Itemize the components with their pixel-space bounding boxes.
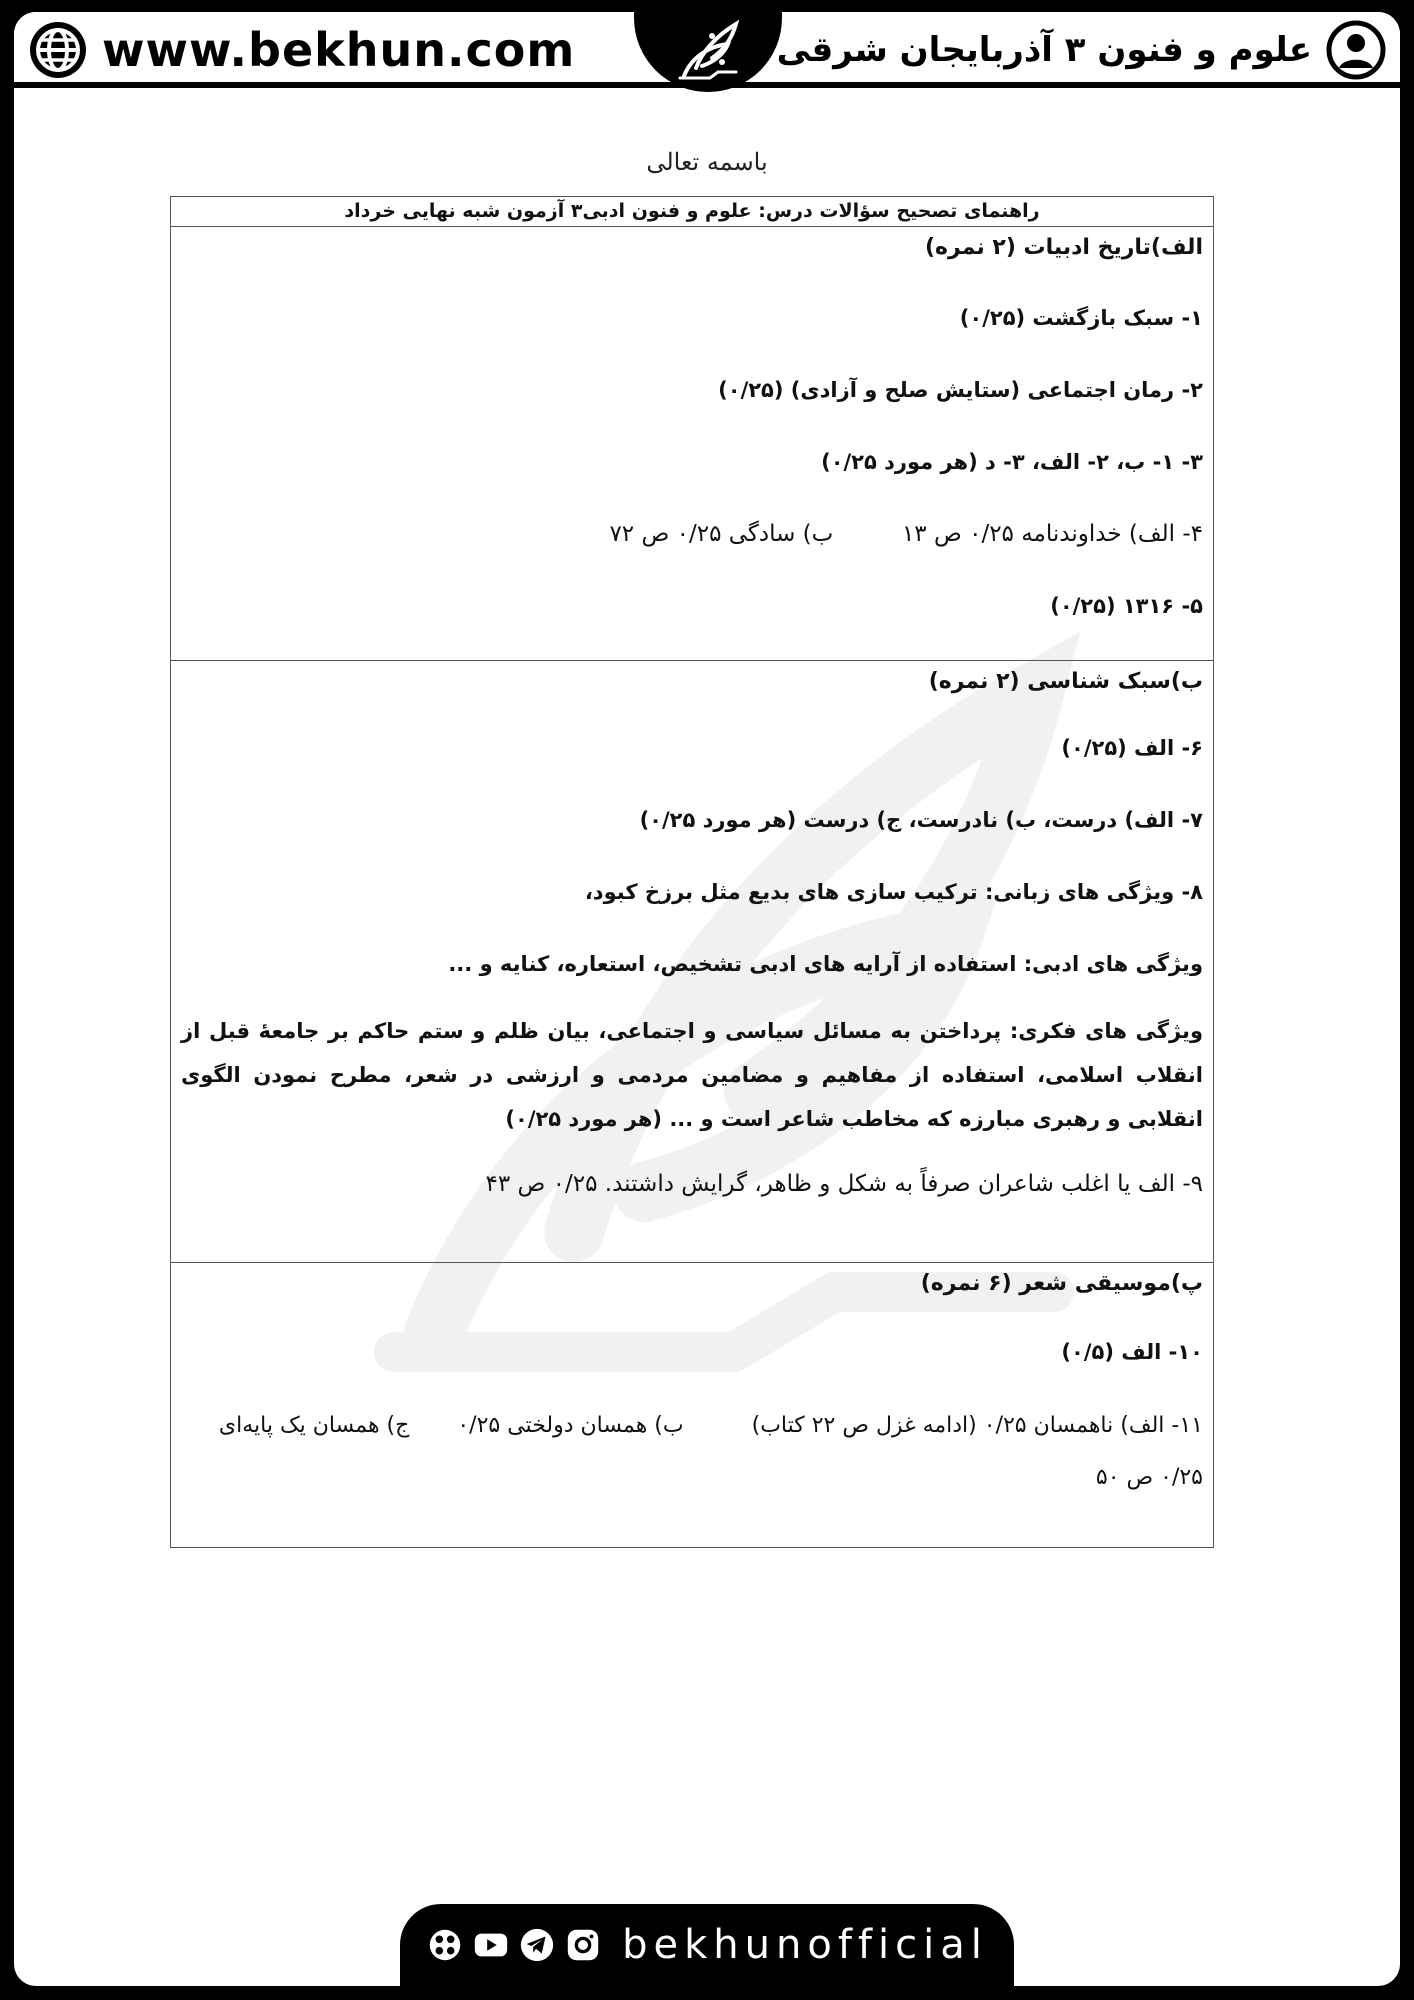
answer-line: ۳- ۱- ب، ۲- الف، ۳- د (هر مورد ۰/۲۵) [821, 450, 1203, 474]
youtube-icon[interactable] [472, 1926, 510, 1964]
section-heading: ب)سبک شناسی (۲ نمره) [928, 669, 1203, 694]
answer-part: ۴- الف) خداوندنامه ۰/۲۵ ص ۱۳ [901, 521, 1203, 547]
aparat-icon[interactable] [426, 1926, 464, 1964]
answer-paragraph: ویژگی های فکری: پرداختن به مسائل سیاسی و اجتماعی، بیان ظلم و ستم حاکم بر جامعۀ قبل از انقلاب اسلامی، استفاده از مفاهیم و مضامین مردمی و ارزشی در شعر، مطرح نمودن الگوی انقلابی و رهبری مبارزه که مخاطب شاعر است و ... (هر مورد ۰/۲۵) [181, 1019, 1203, 1131]
brand-logo [634, 12, 782, 92]
instagram-icon[interactable] [564, 1926, 602, 1964]
user-icon [1326, 20, 1386, 80]
answer-part: ب) همسان دولختی ۰/۲۵ [457, 1413, 684, 1438]
answer-line [181, 1411, 1203, 1441]
answer-part: ج) همسان یک پایه‌ای [218, 1413, 410, 1438]
bekhun-logo-icon [666, 16, 750, 88]
answer-part: ب) سادگی ۰/۲۵ ص ۷۲ [609, 521, 834, 547]
answer-line: ۶- الف (۰/۲۵) [1061, 736, 1203, 760]
answer-line: ۲- رمان اجتماعی (ستایش صلح و آزادی) (۰/۲۵) [718, 378, 1203, 402]
section-heading: الف)تاریخ ادبیات (۲ نمره) [924, 235, 1203, 260]
answer-line: ۰/۲۵ ص ۵۰ [1095, 1465, 1203, 1490]
telegram-icon[interactable] [518, 1926, 556, 1964]
answer-line: ۱۰- الف (۰/۵) [1061, 1340, 1203, 1364]
answer-line: ۸- ویژگی های زبانی: ترکیب سازی های بدیع مثل برزخ کبود، [584, 880, 1203, 904]
site-url[interactable]: www.bekhun.com [102, 23, 576, 77]
section-poetry-music [171, 1263, 1213, 1547]
bismillah-heading: باسمه تعالی [646, 148, 768, 176]
answer-line: ۹- الف یا اغلب شاعران صرفاً به شکل و ظاهر، گرایش داشتند. ۰/۲۵ ص ۴۳ [485, 1171, 1203, 1197]
header-bar [14, 12, 1400, 88]
answer-key-table [170, 196, 1214, 1548]
answer-part: ۱۱- الف) ناهمسان ۰/۲۵ (ادامه غزل ص ۲۲ کتاب) [751, 1413, 1203, 1438]
social-handle[interactable]: bekhunofficial [622, 1922, 988, 1968]
section-heading: پ)موسیقی شعر (۶ نمره) [920, 1271, 1203, 1296]
social-footer [400, 1904, 1014, 1986]
answer-line [181, 519, 1203, 549]
section-stylistics [171, 661, 1213, 1263]
answer-line: ۷- الف) درست، ب) نادرست، ج) درست (هر مورد ۰/۲۵) [639, 808, 1203, 832]
site-link[interactable] [28, 20, 575, 80]
document-sheet [14, 12, 1400, 1986]
answer-line: ویژگی های ادبی: استفاده از آرایه های ادبی تشخیص، استعاره، کنایه و ... [448, 952, 1203, 976]
answer-line: ۵- ۱۳۱۶ (۰/۲۵) [1050, 594, 1203, 618]
section-literary-history [171, 227, 1213, 661]
answer-line: ۱- سبک بازگشت (۰/۲۵) [959, 306, 1203, 330]
course-title: علوم و فنون ۳ آذربایجان شرقی [776, 30, 1312, 70]
table-title: راهنمای تصحیح سؤالات درس: علوم و فنون ادبی۳ آزمون شبه نهایی خرداد [171, 197, 1213, 227]
course-badge [777, 20, 1386, 80]
globe-icon [28, 20, 88, 80]
